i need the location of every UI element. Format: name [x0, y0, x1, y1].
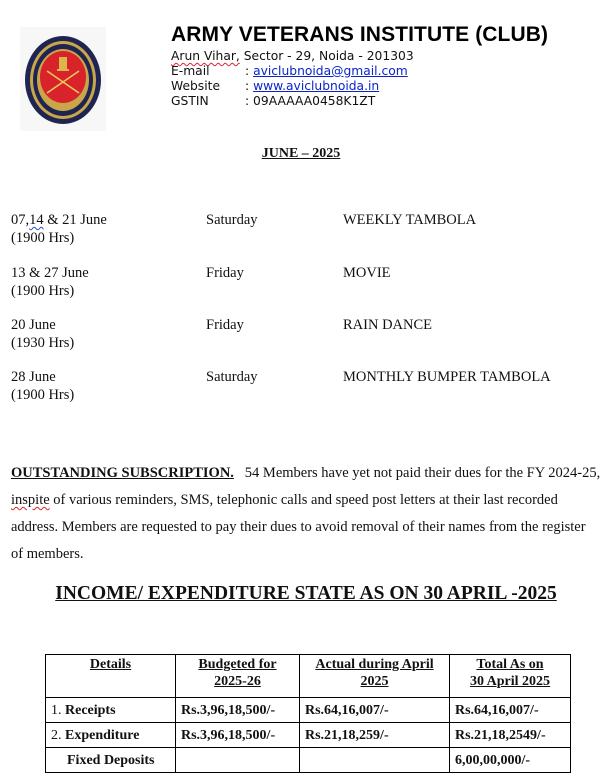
cell-total: Rs.64,16,007/-	[450, 698, 571, 723]
event-time: (1900 Hrs)	[11, 283, 75, 299]
table-row	[46, 748, 571, 773]
header-line: Total As on	[476, 657, 544, 672]
event-name: MONTHLY BUMPER TAMBOLA	[343, 369, 551, 385]
website-colon: :	[245, 79, 254, 93]
event-time: (1930 Hrs)	[11, 335, 75, 351]
column-header-actual	[300, 655, 450, 698]
event-name: WEEKLY TAMBOLA	[343, 212, 477, 228]
email-link[interactable]: aviclubnoida@gmail.com	[253, 64, 408, 78]
table-row	[46, 698, 571, 723]
column-header-details	[46, 655, 176, 698]
event-time: (1900 Hrs)	[11, 387, 75, 403]
event-date-part: 14	[29, 212, 44, 228]
event-date: 20 June	[11, 317, 56, 333]
website-line	[171, 79, 414, 94]
subscription-text: 54 Members have yet not paid their dues for the FY 2024-25,	[233, 465, 604, 481]
gstin-value: : 09AAAAA0458K1ZT	[245, 94, 376, 108]
event-date: 13 & 27 June	[11, 265, 89, 281]
header-line: 2025	[360, 674, 389, 689]
event-day: Friday	[206, 265, 244, 281]
row-label-text: Receipts	[65, 703, 116, 718]
address-locality: Arun Vihar,	[171, 49, 240, 63]
gstin-line	[171, 94, 414, 109]
website-label: Website	[171, 79, 221, 93]
cell-actual: Rs.64,16,007/-	[300, 698, 450, 723]
club-contact-block	[171, 49, 414, 109]
header-line: Budgeted for	[198, 657, 277, 672]
cell-total: 6,00,00,000/-	[450, 748, 571, 773]
cell-budgeted: Rs.3,96,18,500/-	[176, 698, 300, 723]
email-line	[171, 64, 414, 79]
event-date-part: 07,	[11, 212, 30, 228]
cell-budgeted	[176, 748, 300, 773]
emblem-icon	[20, 27, 106, 131]
subscription-text-flagged: inspite	[11, 492, 50, 508]
event-time: (1900 Hrs)	[11, 230, 75, 246]
column-header-budgeted	[176, 655, 300, 698]
subscription-paragraph	[11, 460, 604, 568]
row-number: 2.	[51, 728, 65, 743]
event-day: Friday	[206, 317, 244, 333]
address-rest: Sector - 29, Noida - 201303	[239, 49, 414, 63]
event-day: Saturday	[206, 369, 258, 385]
header-line: Actual during April	[315, 657, 434, 672]
table-header-row	[46, 655, 571, 698]
header-line: 2025-26	[214, 674, 261, 689]
row-label	[46, 723, 176, 748]
row-label	[46, 748, 176, 773]
month-heading: JUNE – 2025	[261, 146, 341, 161]
event-date-part: & 21 June	[43, 212, 107, 228]
event-name: MOVIE	[343, 265, 391, 281]
row-number: 1.	[51, 703, 65, 718]
cell-actual: Rs.21,18,259/-	[300, 723, 450, 748]
event-date: 28 June	[11, 369, 56, 385]
table-row	[46, 723, 571, 748]
cell-actual	[300, 748, 450, 773]
address-line	[171, 49, 414, 64]
header-line: 30 April 2025	[469, 674, 551, 689]
gstin-label: GSTIN	[171, 94, 209, 108]
column-header-total	[450, 655, 571, 698]
row-label-text: Fixed Deposits	[67, 753, 155, 768]
event-date	[11, 211, 107, 229]
cell-budgeted: Rs.3,96,18,500/-	[176, 723, 300, 748]
event-name: RAIN DANCE	[343, 317, 433, 333]
row-label	[46, 698, 176, 723]
email-label: E-mail	[171, 64, 210, 78]
club-logo	[20, 27, 106, 131]
subscription-heading: OUTSTANDING SUBSCRIPTION.	[11, 465, 234, 481]
subscription-text: of various reminders, SMS, telephonic calls and speed post letters at their last recorded address. Members are requested to pay their dues to avoid removal of their names from the register of members.	[11, 492, 586, 562]
header-line: Details	[89, 657, 132, 672]
cell-total: Rs.21,18,2549/-	[450, 723, 571, 748]
email-colon: :	[245, 64, 254, 78]
website-link[interactable]: www.aviclubnoida.in	[253, 79, 380, 93]
row-label-text: Expenditure	[65, 728, 140, 743]
club-title: ARMY VETERANS INSTITUTE (CLUB)	[171, 23, 549, 46]
income-expenditure-table	[45, 654, 571, 773]
income-expenditure-title: INCOME/ EXPENDITURE STATE AS ON 30 APRIL -2025	[55, 583, 557, 604]
event-day: Saturday	[206, 212, 258, 228]
